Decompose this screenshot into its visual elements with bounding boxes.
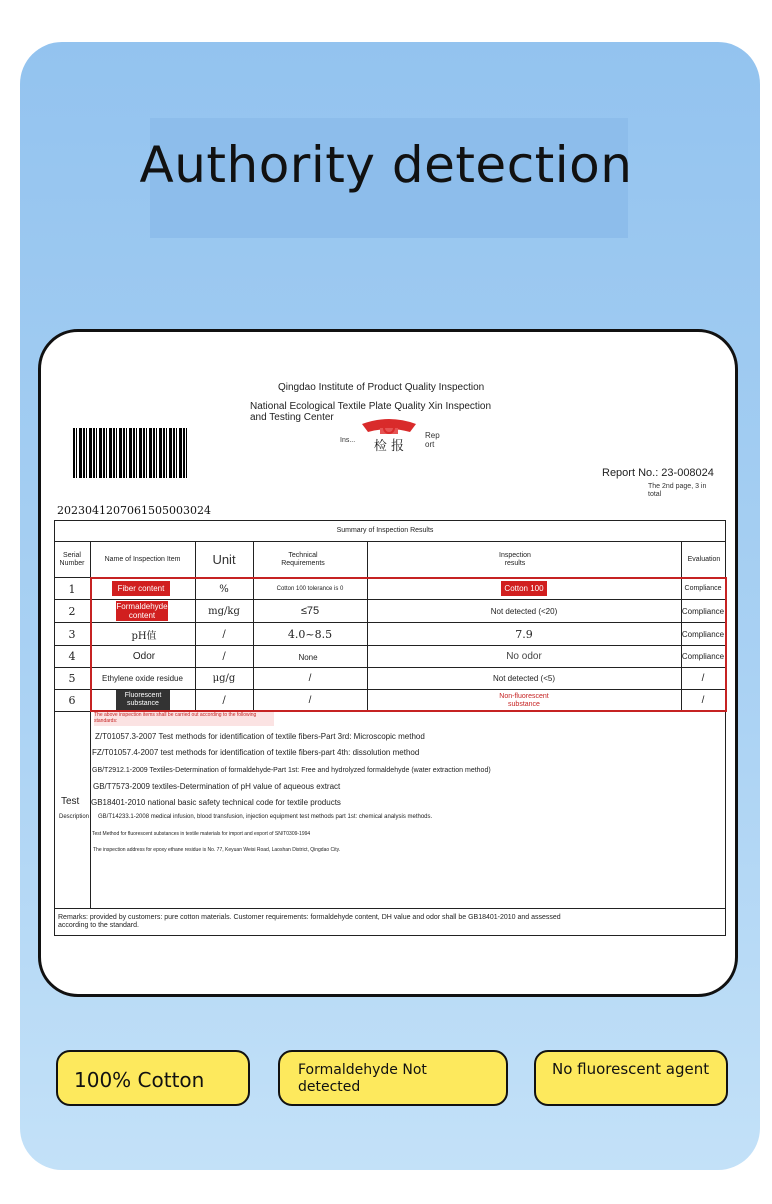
ins-label: Ins... (340, 437, 356, 444)
row-number: 6 (68, 694, 76, 707)
header-tech: Technical Requirements (281, 551, 325, 567)
badge-fluorescent-label: No fluorescent agent (552, 1060, 710, 1078)
eval-cell: Compliance (681, 629, 725, 639)
item-fiber-content: Fiber content (112, 581, 170, 596)
result-cotton: Cotton 100 (501, 581, 547, 596)
test-line: Test Method for fluorescent substances in textile materials for import and export of SN/T0309-1994 (92, 831, 311, 837)
tech-cell: None (298, 652, 318, 662)
serial-number: 20230412070615050030​24 (57, 504, 211, 517)
eval-cell: / (701, 695, 705, 706)
unit-cell: / (222, 651, 226, 662)
unit-cell: / (222, 695, 226, 706)
item-formaldehyde: Formaldehyde content (116, 602, 168, 620)
rep-label: Rep ort (425, 431, 440, 449)
remarks: Remarks: provided by customers: pure cotton materials. Customer requirements: formaldehyde content, DH value and odor shall be GB18401-2010 and assessed according to the standard. (58, 914, 561, 929)
institute-name: Qingdao Institute of Product Quality Inspection (278, 382, 485, 393)
badge-cotton-label: 100% Cotton (74, 1068, 205, 1092)
header-item: Name of Inspection Item (104, 555, 181, 563)
result-cell: 7.9 (515, 627, 533, 641)
badge-cotton (56, 1050, 250, 1106)
test-line: GB/T7573-2009 textiles-Determination of pH value of aqueous extract (93, 782, 341, 791)
result-cell: No odor (506, 651, 542, 662)
badge-formaldehyde (278, 1050, 508, 1106)
header-results: Inspection results (499, 551, 531, 567)
item-ethylene-oxide: Ethylene oxide residue (102, 673, 183, 683)
page-info: The 2nd page, 3 in total (648, 483, 707, 498)
header-unit: Unit (212, 552, 236, 567)
page-title: Authority detection (139, 136, 633, 194)
unit-cell: % (219, 583, 229, 595)
tech-cell: / (308, 695, 312, 706)
eval-cell: Compliance (681, 606, 725, 616)
center-name: National Ecological Textile Plate Quality Xin Inspection and Testing Center (250, 401, 492, 423)
header-serial: Serial Number (59, 551, 85, 567)
tech-cell: ≤75 (300, 605, 320, 617)
result-cell: Not detected (<5) (492, 674, 556, 683)
description-label: Description (59, 814, 90, 820)
tech-cell: 4.0~8.5 (287, 627, 333, 641)
test-line: GB/T14233.1-2008 medical infusion, blood transfusion, injection equipment test methods part 1st: chemical analysis methods. (98, 814, 433, 820)
item-fluorescent: Fluorescent substance (116, 690, 170, 710)
test-line: Z/T01057.3-2007 Test methods for identification of textile fibers-Part 3rd: Microscopic method (95, 732, 425, 741)
red-seal-stamp (358, 418, 420, 454)
eval-cell: Compliance (684, 585, 722, 592)
row-number: 2 (68, 604, 76, 618)
badge-fluorescent (534, 1050, 728, 1106)
test-line: The inspection address for epoxy ethane residue is No. 77, Keyuan Weisi Road, Laoshan District, Qingdao City. (93, 847, 341, 853)
test-line: GB18401-2010 national basic safety technical code for textile products (91, 798, 341, 807)
item-ph: pH值 (131, 630, 157, 642)
header-evaluation: Evaluation (687, 555, 721, 563)
test-label: Test (61, 796, 80, 807)
summary-caption: Summary of Inspection Results (336, 527, 434, 534)
standards-note: The above inspection items shall be carried out according to the following standards: (94, 712, 274, 726)
test-line: GB/T2912.1-2009 Textiles-Determination of formaldehyde-Part 1st: Free and hydrolyzed formaldehyde (water extraction method) (92, 767, 491, 774)
item-odor: Odor (132, 650, 156, 662)
row-number: 5 (68, 672, 76, 685)
badge-formaldehyde-label: Formaldehyde Not detected (298, 1062, 427, 1095)
row-number: 4 (68, 650, 76, 663)
result-cell: Not detected (<20) (490, 606, 558, 616)
row-number: 1 (68, 582, 76, 596)
unit-cell: mg/kg (208, 605, 240, 617)
row-number: 3 (68, 627, 76, 641)
tech-cell: / (308, 673, 312, 684)
test-line: FZ/T01057.4-2007 test methods for identification of textile fibers-part 4th: dissolution method (92, 748, 420, 757)
unit-cell: / (222, 628, 226, 640)
report-number: Report No.: 23-008024 (602, 467, 714, 479)
eval-cell: Compliance (681, 651, 725, 661)
result-non-fluorescent: Non-fluorescent substance (499, 692, 549, 708)
tech-cell: Cotton 100 tolerance is 0 (276, 586, 344, 592)
unit-cell: μg/g (212, 673, 236, 684)
eval-cell: / (701, 673, 705, 684)
stamp-text: 检 报 (373, 439, 405, 454)
barcode (73, 428, 187, 478)
